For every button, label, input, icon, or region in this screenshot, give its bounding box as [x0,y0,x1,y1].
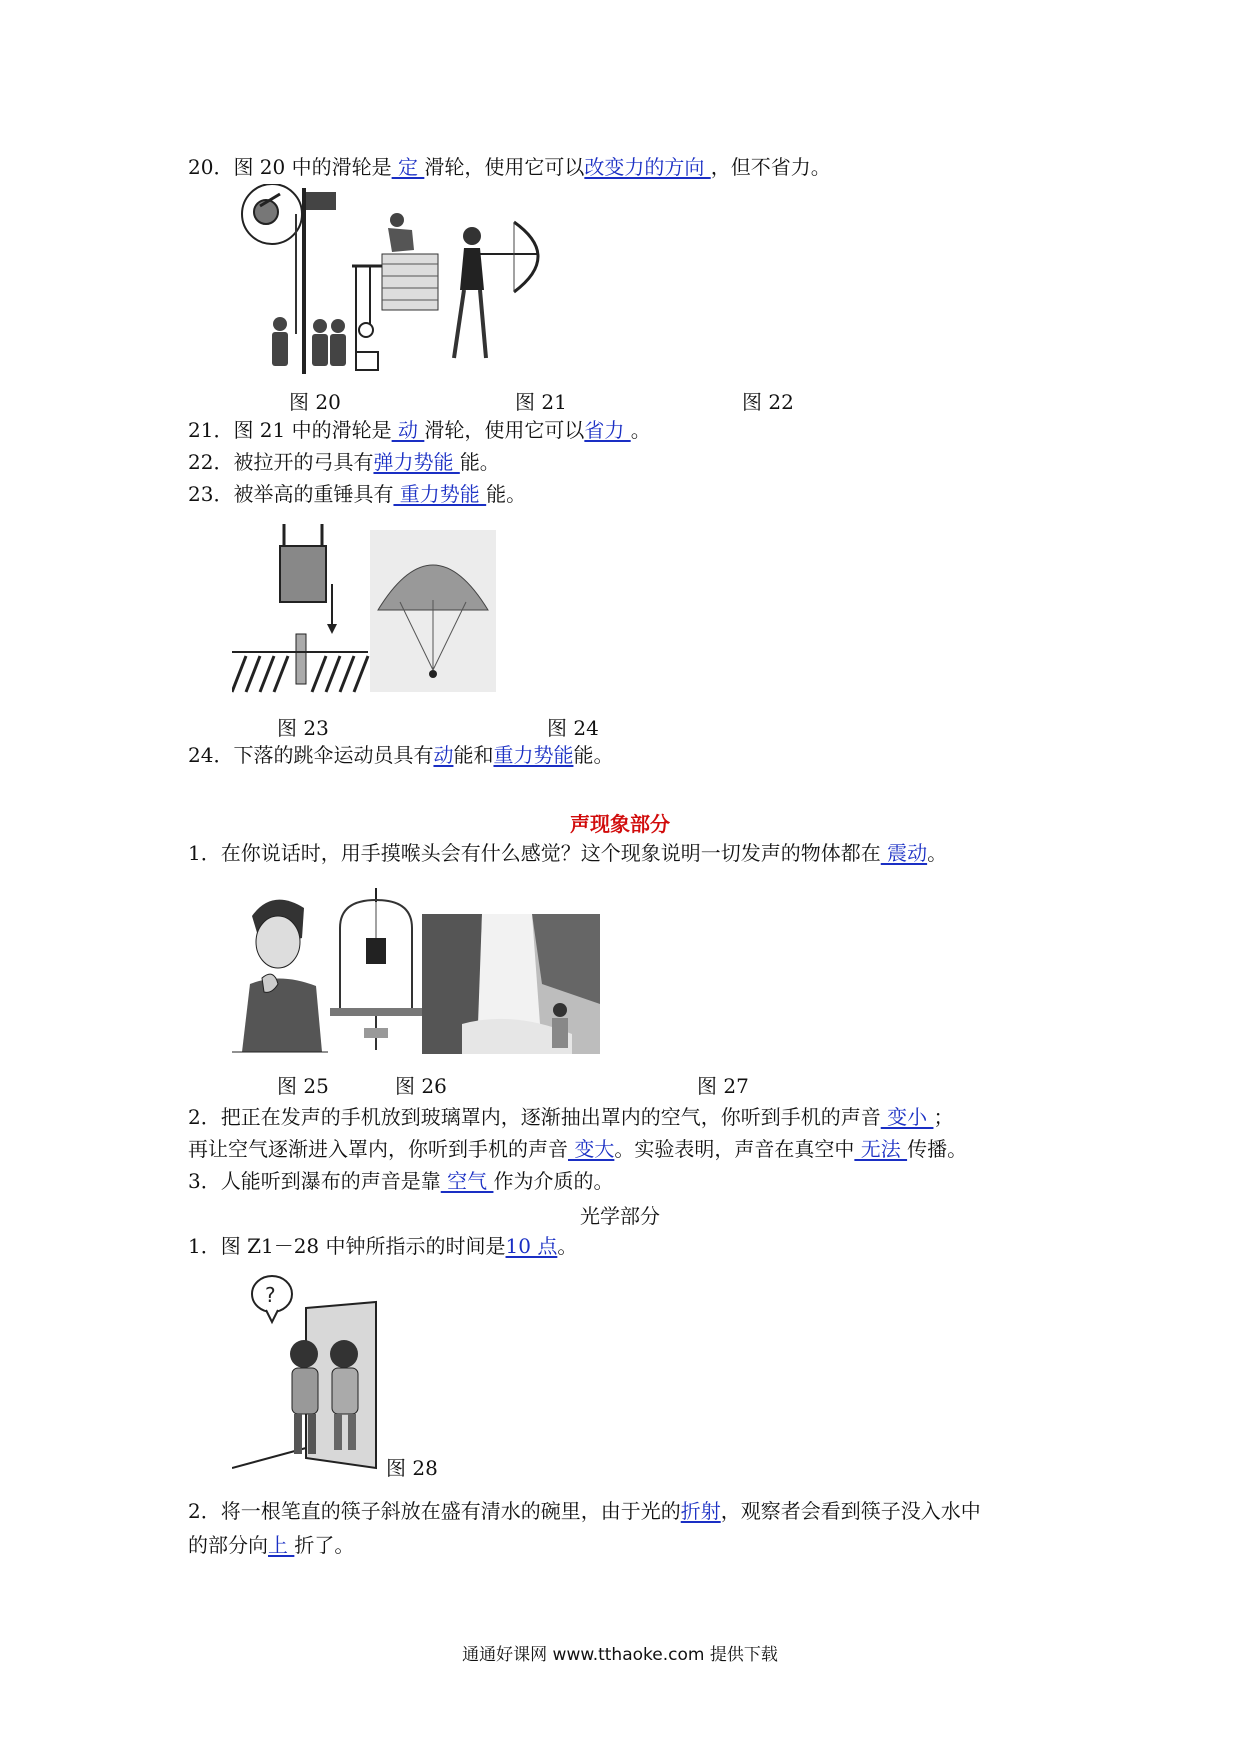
figure-24-parachute-photo [370,530,496,692]
q22-answer: 弹力势能 [373,450,460,474]
q20-text-mid: 滑轮，使用它可以 [424,155,585,179]
optics-question-2-line-2 [188,1532,354,1558]
q21-text-mid: 滑轮，使用它可以 [424,418,585,442]
question-21 [188,417,651,443]
figure-27-caption: 图 27 [697,1074,749,1098]
q21-answer-1: 动 [391,418,425,442]
q20-answer-1: 定 [391,155,425,179]
question-mark-icon: ? [265,1283,276,1307]
s2-text-2: 再让空气逐渐进入罩内，你听到手机的声音 [188,1137,568,1161]
s3-text-post: 作为介质的。 [493,1169,614,1193]
s2-text-mid: 。实验表明，声音在真空中 [614,1137,855,1161]
o2-text-2: 的部分向 [188,1533,268,1557]
q23-text-post: 能。 [486,482,527,506]
figure-21-caption: 图 21 [515,390,567,414]
s2-answer-2: 变大 [568,1137,615,1161]
o2-answer-2: 上 [268,1533,295,1557]
q22-text-post: 能。 [459,450,500,474]
s2-answer-1: 变小 [880,1105,934,1129]
figure-26-bell-jar-illustration [330,888,422,1054]
q21-answer-2: 省力 [584,418,631,442]
figure-25-caption: 图 25 [277,1074,329,1098]
o1-text: 1．图 Z1－28 中钟所指示的时间是 [188,1234,506,1258]
question-20 [188,154,831,180]
q20-text-post: ，但不省力。 [710,155,831,179]
s1-answer: 震动 [880,841,928,865]
s1-text: 1．在你说话时，用手摸喉头会有什么感觉？这个现象说明一切发声的物体都在 [188,841,881,865]
o2-text-post-2: 折了。 [294,1533,355,1557]
question-22 [188,449,500,475]
sound-question-3 [188,1168,613,1194]
o2-answer-1: 折射 [680,1499,721,1523]
q24-text-mid: 能和 [453,743,494,767]
sound-question-2-line-1 [188,1104,953,1130]
q21-text: 21．图 21 中的滑轮是 [188,418,392,442]
q24-text: 24．下落的跳伞运动员具有 [188,743,434,767]
o1-answer: 10 点 [505,1234,558,1258]
figure-25-boy-speaking-illustration [232,888,328,1054]
q20-text: 20．图 20 中的滑轮是 [188,155,392,179]
figure-20-caption: 图 20 [289,390,341,414]
figure-27-waterfall-photo [422,914,600,1054]
s3-answer: 空气 [440,1169,494,1193]
s2-text-post-2: 传播。 [907,1137,968,1161]
question-23 [188,481,526,507]
o1-text-post: 。 [557,1234,578,1258]
figure-22-archer-illustration [444,218,564,368]
q23-text: 23．被举高的重锤具有 [188,482,394,506]
figure-28-mirror-illustration [232,1272,382,1472]
figure-28-caption: 图 28 [386,1456,438,1480]
q21-text-post: 。 [630,418,651,442]
q20-answer-2: 改变力的方向 [584,155,711,179]
o2-text-post: ，观察者会看到筷子没入水中 [720,1499,981,1523]
figure-23-caption: 图 23 [277,716,329,740]
figure-23-hammer-illustration [232,524,372,694]
figure-22-caption: 图 22 [742,390,794,414]
s1-text-post: 。 [927,841,948,865]
question-24 [188,742,613,768]
optics-question-1 [188,1233,577,1259]
q22-text: 22．被拉开的弓具有 [188,450,374,474]
figure-21-pulley-illustration [352,206,442,374]
o2-text: 2．将一根笔直的筷子斜放在盛有清水的碗里，由于光的 [188,1499,681,1523]
s2-text-post: ； [933,1105,954,1129]
s3-text: 3．人能听到瀑布的声音是靠 [188,1169,441,1193]
q24-answer-1: 动 [433,743,454,767]
q24-text-post: 能。 [573,743,614,767]
q24-answer-2: 重力势能 [493,743,574,767]
sound-question-1 [188,840,947,866]
section-title-sound: 声现象部分 [570,812,670,836]
figure-26-caption: 图 26 [395,1074,447,1098]
q23-answer: 重力势能 [393,482,487,506]
figure-24-caption: 图 24 [547,716,599,740]
s2-answer-3: 无法 [854,1137,908,1161]
sound-question-2-line-2 [188,1136,967,1162]
footer-download-credit: 通通好课网 www.tthaoke.com 提供下载 [462,1645,778,1665]
optics-question-2-line-1 [188,1498,981,1524]
s2-text: 2．把正在发声的手机放到玻璃罩内，逐渐抽出罩内的空气，你听到手机的声音 [188,1105,881,1129]
section-title-optics: 光学部分 [580,1204,660,1228]
